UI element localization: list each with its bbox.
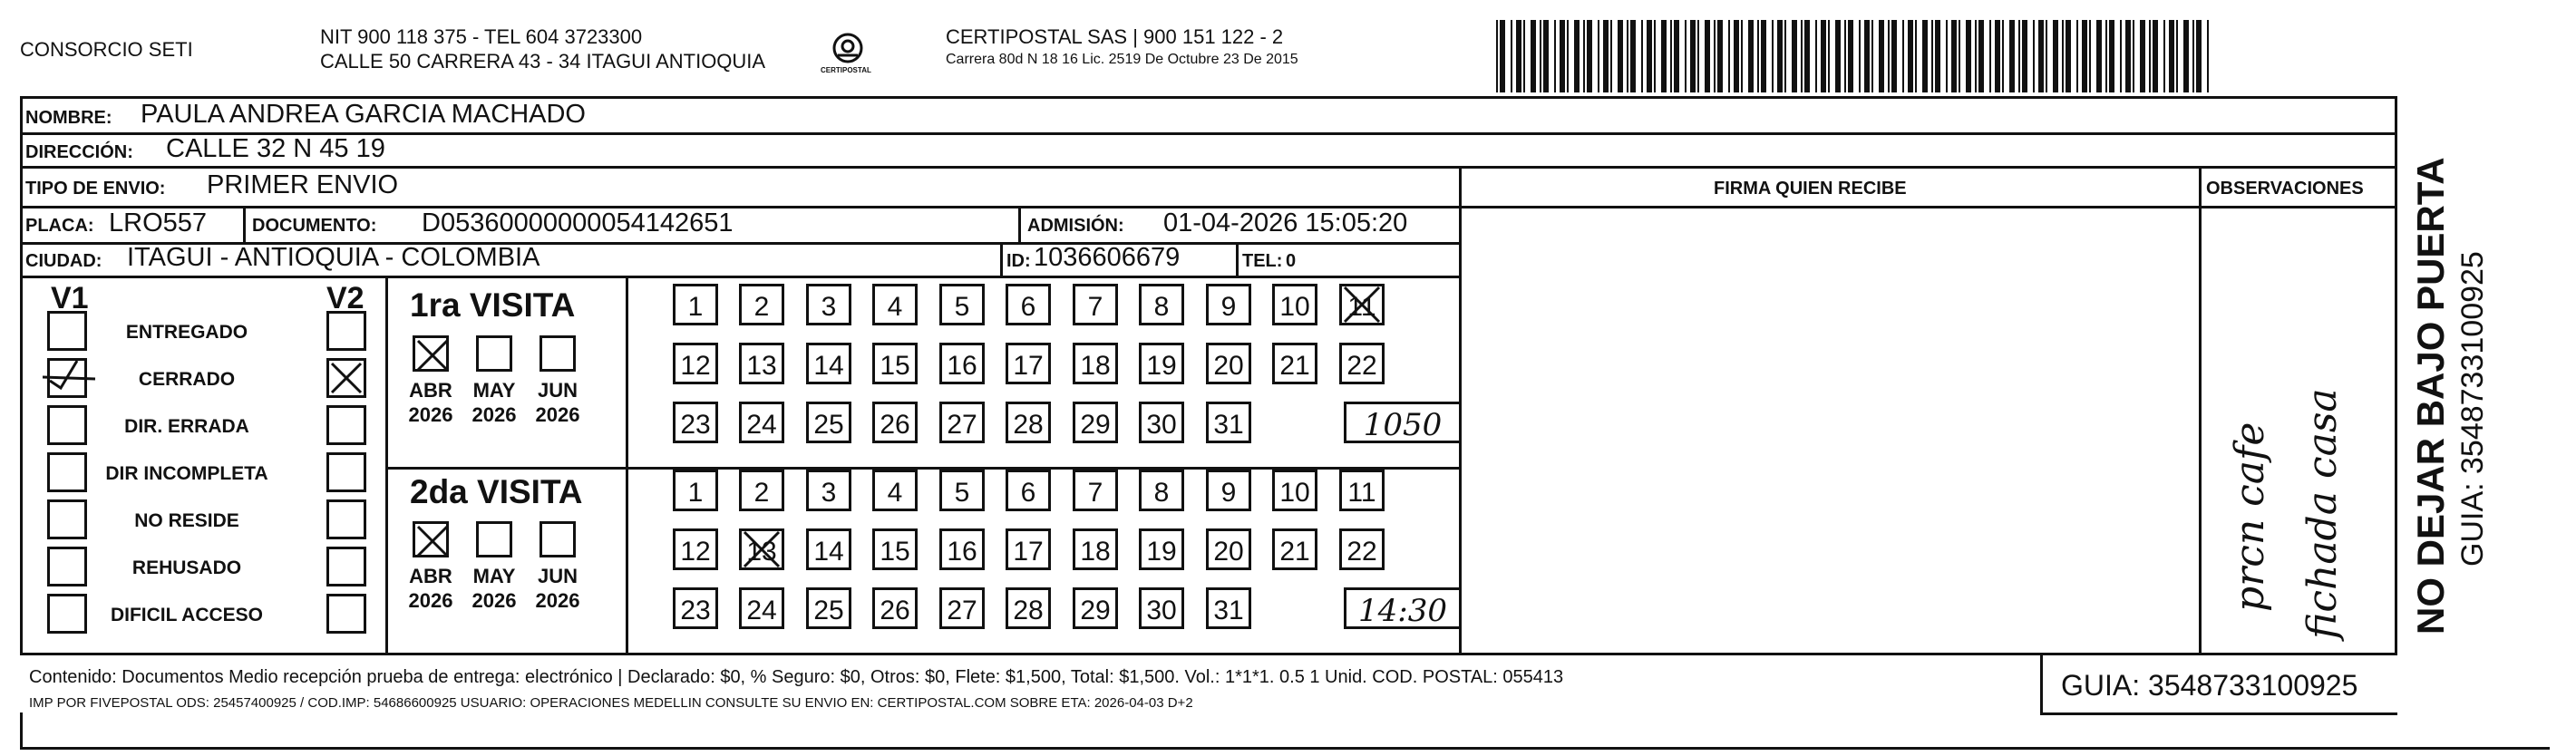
- day-box: 4: [872, 284, 918, 325]
- status-label: ENTREGADO: [125, 322, 248, 343]
- barcode-bar: [1848, 20, 1853, 92]
- firma-label: FIRMA QUIEN RECIBE: [1714, 179, 1907, 199]
- day-box: 31: [1206, 587, 1251, 629]
- barcode-bar: [1748, 20, 1754, 92]
- day-box: 14: [806, 343, 851, 384]
- second-visit-title: 2da VISITA: [410, 473, 583, 510]
- barcode-bar: [1966, 20, 1971, 92]
- barcode-bar: [1540, 20, 1541, 92]
- day-box: 14: [806, 528, 851, 570]
- barcode-bar: [1902, 20, 1904, 92]
- tipo-envio-value: PRIMER ENVIO: [207, 170, 399, 199]
- barcode-bar: [1728, 20, 1730, 92]
- barcode-bar: [2207, 20, 2209, 92]
- barcode-bar: [2089, 20, 2091, 92]
- day-box: 11: [1339, 470, 1385, 511]
- barcode-bar: [2066, 20, 2071, 92]
- day-mark-icon: [739, 528, 784, 570]
- barcode-bar: [1951, 20, 1957, 92]
- month-year: 2026: [408, 589, 453, 612]
- day-box: 5: [939, 470, 985, 511]
- barcode-bar: [2109, 20, 2114, 92]
- barcode-bar: [1641, 20, 1643, 92]
- barcode-bar: [1516, 20, 1521, 92]
- barcode-bar: [1567, 20, 1569, 92]
- day-box: 7: [1073, 284, 1118, 325]
- day-box: 4: [872, 470, 918, 511]
- company-name: CONSORCIO SETI: [20, 38, 193, 61]
- barcode-bar: [1935, 20, 1940, 92]
- month-checkbox: [476, 335, 512, 372]
- barcode-bar: [2096, 20, 2102, 92]
- barcode-bar: [2183, 20, 2189, 92]
- day-box: 19: [1139, 528, 1184, 570]
- id-value: 1036606679: [1034, 243, 1181, 272]
- barcode-bar: [1627, 20, 1628, 92]
- direccion-label: DIRECCIÓN:: [25, 142, 133, 162]
- barcode-bar: [1761, 20, 1766, 92]
- observaciones-label: OBSERVACIONES: [2206, 179, 2364, 199]
- day-box: 27: [939, 402, 985, 443]
- month-label: ABR: [409, 565, 452, 587]
- v1-label: V1: [51, 281, 89, 315]
- barcode-bar: [1757, 20, 1759, 92]
- day-box: 31: [1206, 402, 1251, 443]
- barcode-bar: [1496, 20, 1498, 92]
- barcode-bar: [1734, 20, 1739, 92]
- admision-label: ADMISIÓN:: [1027, 216, 1124, 236]
- barcode-bar: [1975, 20, 1977, 92]
- day-box: 12: [673, 343, 718, 384]
- status-label: DIR INCOMPLETA: [105, 463, 268, 484]
- barcode-bar: [2033, 20, 2035, 92]
- day-box: 22: [1339, 343, 1385, 384]
- day-box: 16: [939, 528, 985, 570]
- barcode-bar: [2163, 20, 2165, 92]
- barcode-bar: [1879, 20, 1884, 92]
- day-box: 10: [1272, 284, 1317, 325]
- month-checkbox: [413, 335, 449, 372]
- barcode-bar: [2120, 20, 2122, 92]
- footer-imp-line: IMP POR FIVEPOSTAL ODS: 25457400925 / COD.IMP: 54686600925 USUARIO: OPERACIONES MEDELLIN CONSULTE SU ENVIO EN: CERTIPOSTAL.COM SOBRE ETA: 2026-04-03 D+2: [29, 695, 1193, 711]
- barcode-bar: [1741, 20, 1743, 92]
- visit-time-box: 14:30: [1344, 587, 1462, 629]
- tipo-envio-label: TIPO DE ENVIO:: [25, 179, 166, 199]
- day-box: 15: [872, 528, 918, 570]
- barcode-bar: [1697, 20, 1699, 92]
- barcode-bar: [2002, 20, 2004, 92]
- logo-text: CERTIPOSTAL: [821, 66, 871, 74]
- barcode-bar: [1792, 20, 1797, 92]
- barcode-bar: [1511, 20, 1512, 92]
- month-year: 2026: [535, 589, 580, 612]
- placa-label: PLACA:: [25, 216, 94, 236]
- day-box: 1: [673, 470, 718, 511]
- month-year: 2026: [471, 589, 517, 612]
- day-box: 6: [1006, 284, 1051, 325]
- id-label: ID:: [1006, 251, 1031, 271]
- barcode-bar: [1931, 20, 1933, 92]
- side-guia: GUIA: 3548733100925: [2455, 251, 2490, 567]
- barcode-bar: [1772, 20, 1774, 92]
- month-checkbox: [476, 521, 512, 557]
- barcode-bar: [2062, 20, 2064, 92]
- admision-value: 01-04-2026 15:05:20: [1163, 208, 1408, 237]
- barcode-bar: [1531, 20, 1536, 92]
- barcode-bar: [1859, 20, 1861, 92]
- month-year: 2026: [535, 403, 580, 426]
- barcode-bar: [1690, 20, 1696, 92]
- day-box: 23: [673, 402, 718, 443]
- day-box: 11: [1339, 284, 1385, 325]
- day-box: 16: [939, 343, 985, 384]
- day-box: 13: [739, 528, 784, 570]
- barcode-bar: [1891, 20, 1897, 92]
- day-mark-icon: [1339, 284, 1385, 325]
- visit-time-box: 1050: [1344, 402, 1462, 443]
- barcode-bar: [2053, 20, 2058, 92]
- day-box: 9: [1206, 470, 1251, 511]
- barcode-bar: [1828, 20, 1830, 92]
- barcode-bar: [1821, 20, 1826, 92]
- barcode-bar: [2153, 20, 2158, 92]
- barcode: [1496, 20, 2212, 97]
- barcode-bar: [1598, 20, 1599, 92]
- barcode-bar: [1801, 20, 1803, 92]
- day-box: 19: [1139, 343, 1184, 384]
- month-label: ABR: [409, 379, 452, 402]
- barcode-bar: [1647, 20, 1652, 92]
- documento-value: D05360000000054142651: [422, 208, 734, 237]
- direccion-value: CALLE 32 N 45 19: [166, 134, 385, 163]
- day-box: 9: [1206, 284, 1251, 325]
- day-box: 13: [739, 343, 784, 384]
- day-box: 18: [1073, 343, 1118, 384]
- barcode-bar: [2133, 20, 2134, 92]
- day-box: 23: [673, 587, 718, 629]
- footer-content-line: Contenido: Documentos Medio recepción prueba de entrega: electrónico | Declarado: $0, % Seguro: $0, Otros: $0, Flete: $1,500, Total: $1,500. Vol.: 1*1*1. 0.5 1 Unid. COD. POSTAL: 055413: [29, 667, 1564, 687]
- barcode-bar: [1610, 20, 1612, 92]
- day-box: 2: [739, 284, 784, 325]
- handwritten-note-2: fichada casa: [2299, 388, 2346, 639]
- day-box: 27: [939, 587, 985, 629]
- month-checkbox: [540, 335, 576, 372]
- day-box: 15: [872, 343, 918, 384]
- month-checkbox: [540, 521, 576, 557]
- month-label: JUN: [537, 565, 578, 587]
- month-label: JUN: [537, 379, 578, 402]
- nit-line: NIT 900 118 375 - TEL 604 3723300: [320, 25, 643, 48]
- footer-guia: GUIA: 3548733100925: [2061, 669, 2358, 702]
- barcode-bar: [1784, 20, 1786, 92]
- month-year: 2026: [471, 403, 517, 426]
- barcode-bar: [1989, 20, 1991, 92]
- barcode-bar: [2009, 20, 2015, 92]
- month-checkbox: [413, 521, 449, 557]
- side-warning: NO DEJAR BAJO PUERTA: [2409, 157, 2452, 635]
- barcode-bar: [2105, 20, 2107, 92]
- barcode-bar: [1922, 20, 1928, 92]
- nombre-value: PAULA ANDREA GARCIA MACHADO: [141, 100, 586, 129]
- barcode-bar: [2149, 20, 2151, 92]
- barcode-bar: [1915, 20, 1917, 92]
- barcode-bar: [1523, 20, 1525, 92]
- day-box: 29: [1073, 402, 1118, 443]
- day-box: 24: [739, 587, 784, 629]
- barcode-bar: [2196, 20, 2202, 92]
- day-box: 24: [739, 402, 784, 443]
- day-box: 12: [673, 528, 718, 570]
- day-box: 30: [1139, 402, 1184, 443]
- month-year: 2026: [408, 403, 453, 426]
- barcode-bar: [2140, 20, 2145, 92]
- ciudad-label: CIUDAD:: [25, 251, 102, 271]
- barcode-bar: [1574, 20, 1580, 92]
- barcode-bar: [2082, 20, 2087, 92]
- day-box: 26: [872, 402, 918, 443]
- barcode-bar: [1685, 20, 1687, 92]
- day-box: 6: [1006, 470, 1051, 511]
- certipostal-line1: CERTIPOSTAL SAS | 900 151 122 - 2: [946, 25, 1284, 48]
- day-box: 29: [1073, 587, 1118, 629]
- barcode-bar: [1670, 20, 1672, 92]
- day-box: 5: [939, 284, 985, 325]
- barcode-bar: [2038, 20, 2044, 92]
- day-box: 8: [1139, 284, 1184, 325]
- barcode-bar: [1844, 20, 1846, 92]
- day-box: 17: [1006, 528, 1051, 570]
- barcode-bar: [1777, 20, 1783, 92]
- month-label: MAY: [472, 565, 516, 587]
- barcode-bar: [2169, 20, 2174, 92]
- barcode-bar: [1908, 20, 1913, 92]
- barcode-bar: [2176, 20, 2178, 92]
- day-box: 20: [1206, 343, 1251, 384]
- barcode-bar: [1654, 20, 1656, 92]
- day-box: 2: [739, 470, 784, 511]
- day-box: 26: [872, 587, 918, 629]
- status-label: REHUSADO: [131, 557, 242, 578]
- barcode-bar: [1587, 20, 1592, 92]
- barcode-bar: [1978, 20, 1984, 92]
- certipostal-logo-icon: [823, 30, 872, 83]
- barcode-bar: [2076, 20, 2078, 92]
- placa-value: LRO557: [109, 208, 208, 237]
- status-label: DIR. ERRADA: [124, 416, 249, 437]
- day-box: 8: [1139, 470, 1184, 511]
- day-box: 17: [1006, 343, 1051, 384]
- day-box: 28: [1006, 587, 1051, 629]
- barcode-bar: [1618, 20, 1623, 92]
- barcode-bar: [1959, 20, 1960, 92]
- barcode-bar: [2046, 20, 2047, 92]
- barcode-bar: [1560, 20, 1565, 92]
- barcode-bar: [1630, 20, 1636, 92]
- barcode-bar: [1543, 20, 1549, 92]
- barcode-bar: [1717, 20, 1723, 92]
- barcode-bar: [1500, 20, 1505, 92]
- handwritten-note-1: prcn cafe: [2227, 422, 2273, 612]
- barcode-bar: [1888, 20, 1890, 92]
- barcode-bar: [1946, 20, 1948, 92]
- barcode-bar: [1554, 20, 1556, 92]
- status-label: CERRADO: [138, 369, 236, 390]
- barcode-bar: [1661, 20, 1667, 92]
- tel-label: TEL:: [1242, 251, 1283, 271]
- barcode-bar: [2018, 20, 2020, 92]
- barcode-bar: [1995, 20, 2000, 92]
- first-visit-title: 1ra VISITA: [410, 286, 576, 324]
- month-label: MAY: [472, 379, 516, 402]
- day-box: 3: [806, 470, 851, 511]
- day-box: 10: [1272, 470, 1317, 511]
- barcode-bar: [1804, 20, 1810, 92]
- ciudad-value: ITAGUI - ANTIOQUIA - COLOMBIA: [127, 243, 540, 272]
- day-box: 7: [1073, 470, 1118, 511]
- barcode-bar: [1603, 20, 1609, 92]
- v2-label: V2: [326, 281, 365, 315]
- day-box: 20: [1206, 528, 1251, 570]
- barcode-bar: [2125, 20, 2131, 92]
- barcode-bar: [1815, 20, 1817, 92]
- day-box: 30: [1139, 587, 1184, 629]
- barcode-bar: [1871, 20, 1873, 92]
- address-line: CALLE 50 CARRERA 43 - 34 ITAGUI ANTIOQUIA: [320, 50, 766, 73]
- barcode-bar: [1835, 20, 1841, 92]
- barcode-bar: [2022, 20, 2027, 92]
- day-box: 28: [1006, 402, 1051, 443]
- day-box: 22: [1339, 528, 1385, 570]
- status-label: DIFICIL ACCESO: [110, 605, 263, 625]
- barcode-bar: [1705, 20, 1710, 92]
- barcode-bar: [1864, 20, 1870, 92]
- barcode-bar: [1583, 20, 1585, 92]
- nombre-label: NOMBRE:: [25, 108, 112, 128]
- certipostal-line2: Carrera 80d N 18 16 Lic. 2519 De Octubre 23 De 2015: [946, 52, 1298, 67]
- status-label: NO RESIDE: [134, 510, 239, 531]
- barcode-bar: [2192, 20, 2194, 92]
- day-box: 25: [806, 402, 851, 443]
- barcode-bar: [1674, 20, 1679, 92]
- day-box: 21: [1272, 343, 1317, 384]
- day-box: 1: [673, 284, 718, 325]
- barcode-bar: [1714, 20, 1716, 92]
- day-box: 25: [806, 587, 851, 629]
- documento-label: DOCUMENTO:: [252, 216, 377, 236]
- day-box: 3: [806, 284, 851, 325]
- day-box: 18: [1073, 528, 1118, 570]
- day-box: 21: [1272, 528, 1317, 570]
- tel-value: 0: [1286, 251, 1297, 271]
